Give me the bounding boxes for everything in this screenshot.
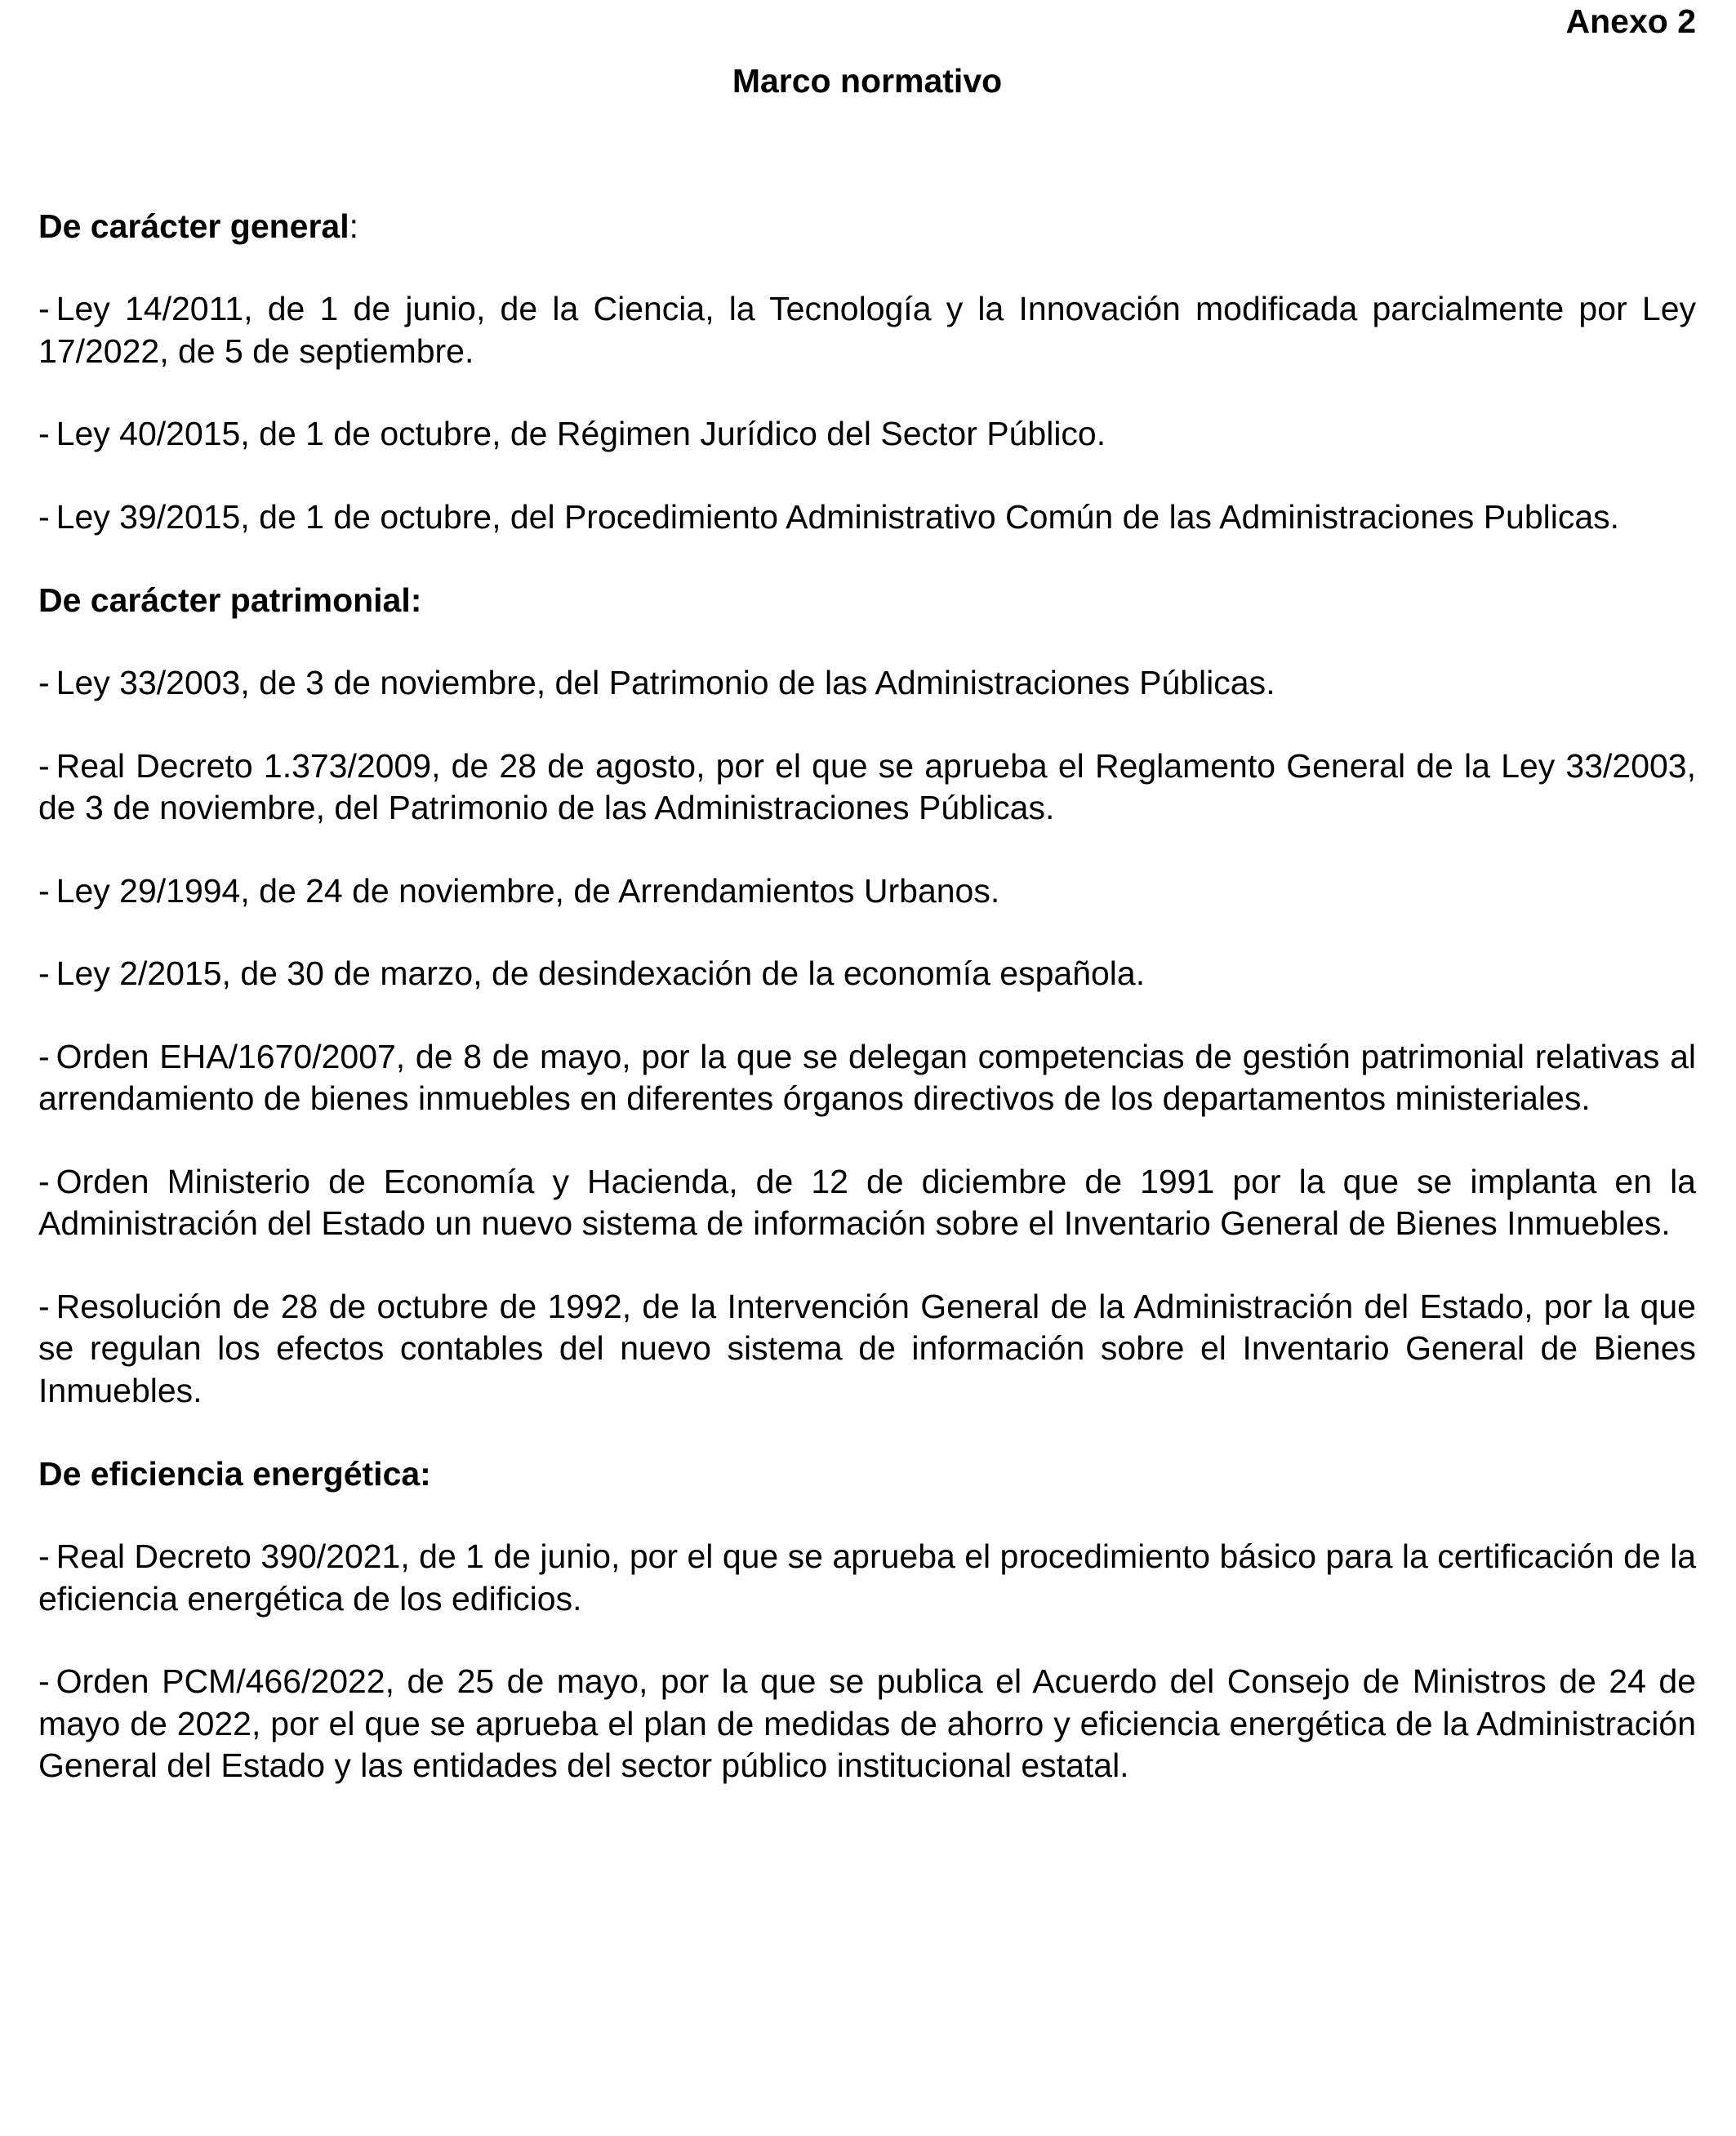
section-heading-colon: : bbox=[349, 207, 359, 245]
item-dash: - bbox=[38, 1037, 50, 1075]
item-text: Real Decreto 1.373/2009, de 28 de agosto, por el que se aprueba el Reglamento General de la Ley 33/2003, de 3 de noviembre, del Patrimonio de las Administraciones Públicas. bbox=[38, 746, 1696, 826]
item-text: Orden Ministerio de Economía y Hacienda, de 12 de diciembre de 1991 por la que se implanta en la Administración del Estado un nuevo sistema de información sobre el Inventario General de Bienes Inmuebles. bbox=[38, 1162, 1696, 1242]
item-text: Ley 39/2015, de 1 de octubre, del Procedimiento Administrativo Común de las Administraciones Publicas. bbox=[56, 497, 1620, 536]
item-dash: - bbox=[38, 746, 50, 785]
list-item bbox=[38, 1036, 1696, 1120]
item-dash: - bbox=[38, 415, 50, 452]
list-item bbox=[38, 496, 1696, 539]
list-item bbox=[38, 1286, 1696, 1413]
list-item bbox=[38, 288, 1696, 372]
section-heading-general bbox=[38, 205, 1696, 247]
item-dash: - bbox=[38, 1287, 50, 1325]
list-item bbox=[38, 1536, 1696, 1620]
page-title: Marco normativo bbox=[732, 62, 1003, 100]
document-body bbox=[38, 205, 1696, 1828]
item-dash: - bbox=[38, 1662, 50, 1700]
item-text: Ley 14/2011, de 1 de junio, de la Ciencia, la Tecnología y la Innovación modificada parcialmente por Ley 17/2022, de 5 de septiembre. bbox=[38, 290, 1696, 370]
item-text: Real Decreto 390/2021, de 1 de junio, por el que se aprueba el procedimiento básico para la certificación de la eficiencia energética de los edificios. bbox=[38, 1537, 1696, 1618]
item-text: Ley 40/2015, de 1 de octubre, de Régimen Jurídico del Sector Público. bbox=[56, 415, 1106, 452]
list-item bbox=[38, 1161, 1696, 1245]
item-text: Orden PCM/466/2022, de 25 de mayo, por la que se publica el Acuerdo del Consejo de Ministros de 24 de mayo de 2022, por el que se aprueba el plan de medidas de ahorro y eficiencia energética de la Administración General del Estado y las entidades del sector público institucional estatal. bbox=[38, 1662, 1696, 1784]
section-heading-text: De eficiencia energética: bbox=[38, 1455, 431, 1493]
annex-label: Anexo 2 bbox=[1565, 2, 1696, 40]
item-text: Ley 2/2015, de 30 de marzo, de desindexación de la economía española. bbox=[56, 955, 1146, 992]
section-heading-text: De carácter patrimonial: bbox=[38, 581, 422, 619]
item-dash: - bbox=[38, 1537, 50, 1575]
section-heading-text: De carácter general bbox=[38, 207, 349, 245]
list-item bbox=[38, 413, 1696, 456]
list-item bbox=[38, 953, 1696, 995]
item-dash: - bbox=[38, 871, 50, 910]
item-dash: - bbox=[38, 955, 50, 992]
section-heading-energy bbox=[38, 1453, 1696, 1495]
list-item bbox=[38, 870, 1696, 913]
list-item bbox=[38, 662, 1696, 705]
item-dash: - bbox=[38, 290, 50, 327]
item-dash: - bbox=[38, 1162, 50, 1200]
item-text: Ley 33/2003, de 3 de noviembre, del Patrimonio de las Administraciones Públicas. bbox=[56, 664, 1275, 701]
item-text: Orden EHA/1670/2007, de 8 de mayo, por la que se delegan competencias de gestión patrimonial relativas al arrendamiento de bienes inmuebles en diferentes órganos directivos de los departamentos ministeriales. bbox=[38, 1037, 1696, 1117]
item-dash: - bbox=[38, 664, 50, 701]
list-item bbox=[38, 1661, 1696, 1787]
list-item bbox=[38, 745, 1696, 830]
item-text: Ley 29/1994, de 24 de noviembre, de Arrendamientos Urbanos. bbox=[56, 871, 1000, 910]
item-text: Resolución de 28 de octubre de 1992, de la Intervención General de la Administración del Estado, por la que se regulan los efectos contables del nuevo sistema de información sobre el Inventario General de Bienes Inmuebles. bbox=[38, 1287, 1696, 1409]
item-dash: - bbox=[38, 497, 50, 536]
section-heading-patrimonial bbox=[38, 579, 1696, 621]
